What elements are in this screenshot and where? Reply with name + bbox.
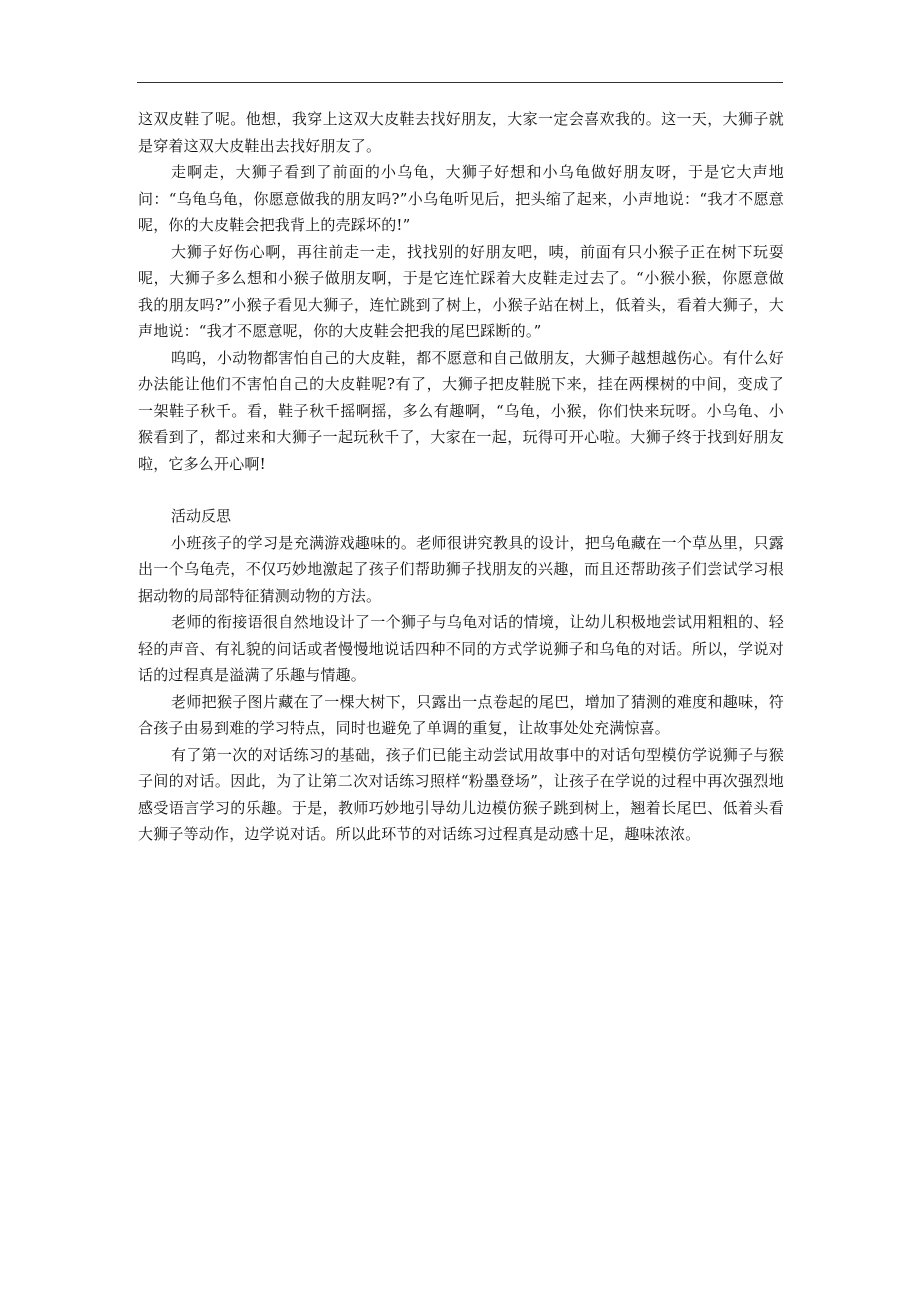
section-heading-reflection: 活动反思	[171, 507, 232, 525]
story-paragraph: 走啊走，大狮子看到了前面的小乌龟，大狮子好想和小乌龟做好朋友呀，于是它大声地问：“乌龟乌龟，你愿意做我的朋友吗?”小乌龟听见后，把头缩了起来，小声地说：“我才不愿意呢，你的大皮鞋会把我背上的壳踩坏的!”	[138, 163, 784, 234]
story-paragraph: 大狮子好伤心啊，再往前走一走，找找别的好朋友吧，咦，前面有只小猴子正在树下玩耍呢，大狮子多么想和小猴子做朋友啊，于是它连忙踩着大皮鞋走过去了。“小猴小猴，你愿意做我的朋友吗?”小猴子看见大狮子，连忙跳到了树上，小猴子站在树上，低着头，看着大狮子，大声地说：“我才不愿意呢，你的大皮鞋会把我的尾巴踩断的。”	[138, 242, 784, 340]
reflection-paragraph: 老师把猴子图片藏在了一棵大树下，只露出一点卷起的尾巴，增加了猜测的难度和趣味，符合孩子由易到难的学习特点，同时也避免了单调的重复，让故事处处充满惊喜。	[138, 692, 784, 737]
section-gap	[138, 477, 784, 503]
story-paragraph-continued: 这双皮鞋了呢。他想，我穿上这双大皮鞋去找好朋友，大家一定会喜欢我的。这一天，大狮子就是穿着这双大皮鞋出去找好朋友了。	[138, 110, 784, 155]
reflection-paragraph: 老师的衔接语很自然地设计了一个狮子与乌龟对话的情境，让幼儿积极地尝试用粗粗的、轻轻的声音、有礼貌的问话或者慢慢地说话四种不同的方式学说狮子和乌龟的对话。所以，学说对话的过程真是溢满了乐趣与情趣。	[138, 613, 784, 684]
reflection-paragraph: 小班孩子的学习是充满游戏趣味的。老师很讲究教具的设计，把乌龟藏在一个草丛里，只露出一个乌龟壳，不仅巧妙地激起了孩子们帮助狮子找朋友的兴趣，而且还帮助孩子们尝试学习根据动物的局部特征猜测动物的方法。	[138, 533, 784, 605]
header-rule	[137, 82, 783, 83]
reflection-paragraph: 有了第一次的对话练习的基础，孩子们已能主动尝试用故事中的对话句型模仿学说狮子与猴子间的对话。因此，为了让第二次对话练习照样“粉墨登场”，让孩子在学说的过程中再次强烈地感受语言学习的乐趣。于是，教师巧妙地引导幼儿边模仿猴子跳到树上，翘着长尾巴、低着头看大狮子等动作，边学说对话。所以此环节的对话练习过程真是动感十足，趣味浓浓。	[138, 745, 784, 843]
story-paragraph: 呜呜，小动物都害怕自己的大皮鞋，都不愿意和自己做朋友，大狮子越想越伤心。有什么好办法能让他们不害怕自己的大皮鞋呢?有了，大狮子把皮鞋脱下来，挂在两棵树的中间，变成了一架鞋子秋千。看，鞋子秋千摇啊摇，多么有趣啊，“乌龟，小猴，你们快来玩呀。小乌龟、小猴看到了，都过来和大狮子一起玩秋千了，大家在一起，玩得可开心啦。大狮子终于找到好朋友啦，它多么开心啊!	[138, 348, 784, 473]
document-body	[138, 106, 784, 848]
